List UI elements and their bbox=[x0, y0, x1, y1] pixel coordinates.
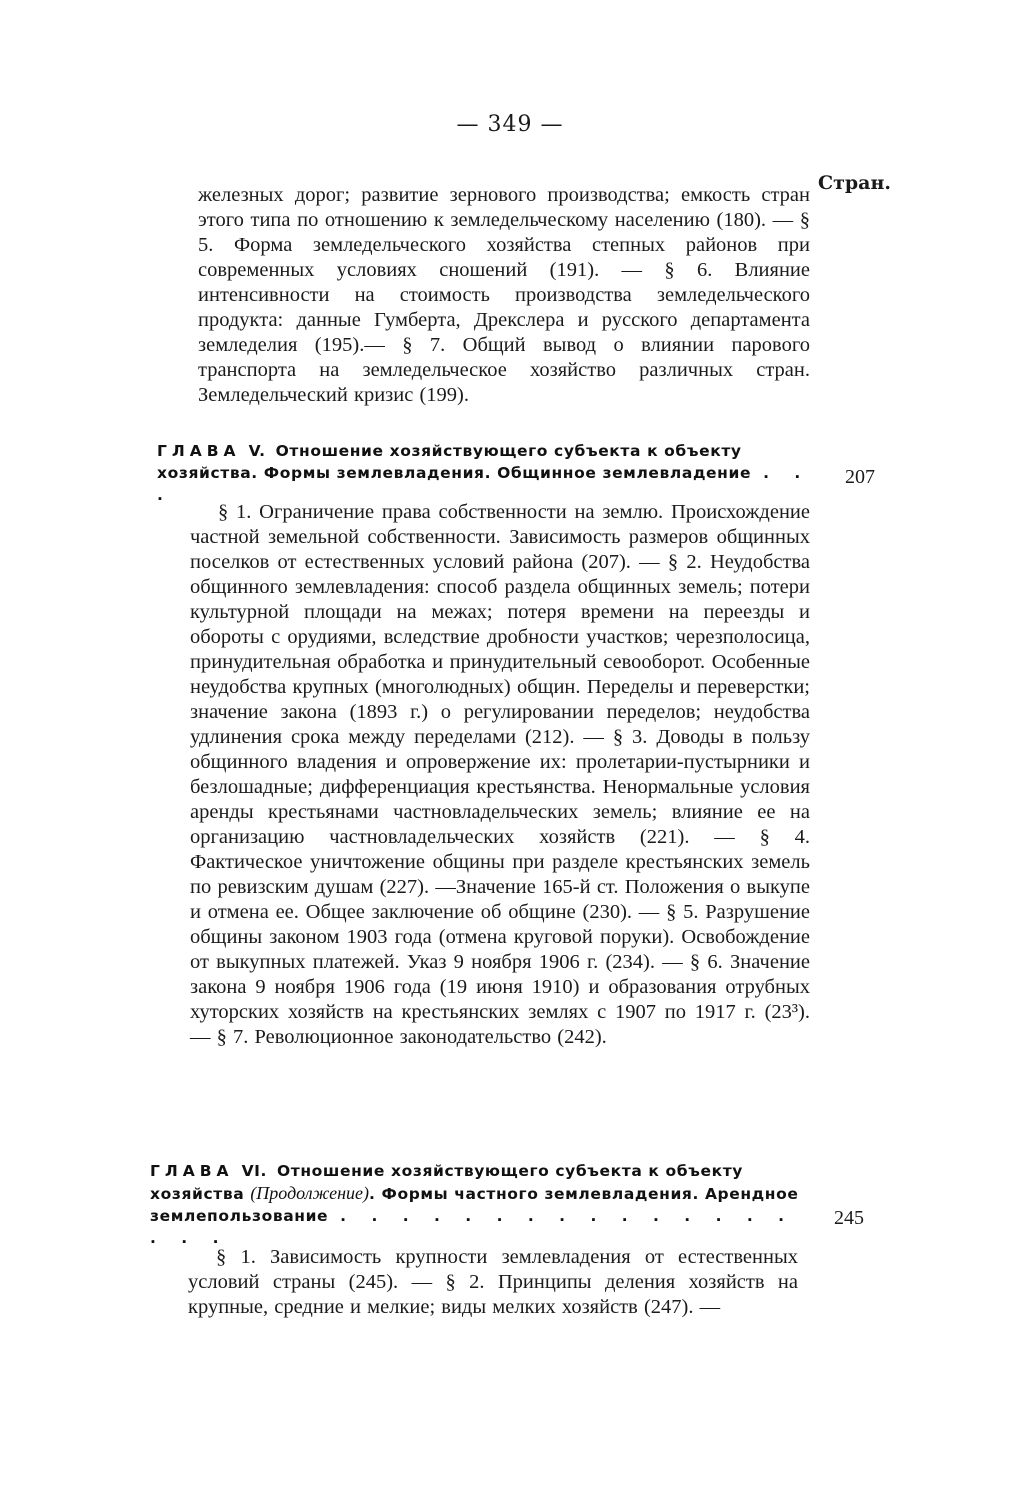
chapter-v-summary: § 1. Ограничение права собственности на землю. Происхождение частной земельной собственности. Зависимость размеров общинных поселков от естественных условий района (207). — § 2. Неудобства общинного землевладения: способ раздела общинных земель; потери культурной площади на межах; потеря времени на переезды и обороты с орудиями, вследствие дробности участков; черезполосица, принудительная обработка и принудительный севооборот. Особенные неудобства крупных (многолюдных) общин. Переделы и переверстки; значение закона (1893 г.) о регулировании переделов; неудобства удлинения срока между переделами (212). — § 3. Доводы в пользу общинного владения и опровержение их: пролетарии-пустырники и безлошадные; дифференциация крестьянства. Ненормальные условия аренды крестьянами частновладельческих земель; влияние ее на организацию частновладельческих хозяйств (221). — § 4. Фактическое уничтожение общины при разделе крестьянских земель по ревизским душам (227). —Значение 165-й ст. Положения о выкупе и отмена ее. Общее заключение об общине (230). — § 5. Разрушение общины законом 1903 года (отмена круговой поруки). Освобождение от выкупных платежей. Указ 9 ноября 1906 г. (234). — § 6. Значение закона 9 ноября 1906 года (19 июня 1910) и образования отрубных хуторских хозяйств на крестьянских землях с 1907 по 1917 г. (23³). — § 7. Революционное законодательство (242). bbox=[190, 501, 810, 1048]
chapter-label: ГЛАВА bbox=[150, 1162, 234, 1180]
chapter-v-heading bbox=[157, 440, 817, 506]
chapter-title-italic: (Продолжение) bbox=[250, 1183, 369, 1203]
chapter-number: V. bbox=[248, 442, 266, 460]
chapter-v-page: 207 bbox=[845, 466, 875, 488]
chapter-label: ГЛАВА bbox=[157, 442, 241, 460]
chapter-vi-page: 245 bbox=[834, 1207, 864, 1229]
page-number: — 349 — bbox=[456, 112, 564, 137]
dot-leaders: . . . bbox=[157, 464, 811, 504]
chapter-vi-heading bbox=[150, 1160, 810, 1249]
chapter-number: VI. bbox=[241, 1162, 268, 1180]
chapter-title-tail: . Формы частного землевладения. Арендное землепользование bbox=[150, 1185, 799, 1225]
chapter-iv-continuation: железных дорог; развитие зернового производства; емкость стран этого типа по отношению к земледельческому населению (180). — § 5. Форма земледельческого хозяйства степных районов при современных условиях сношений (191). — § 6. Влияние интенсивности на стоимость производства земледельческого продукта: данные Гумберта, Дрекслера и русского департамента земледелия (195).— § 7. Общий вывод о влиянии парового транспорта на земледельческое хозяйство различных стран. Земледельческий кризис (199). bbox=[198, 184, 810, 406]
dot-leaders: . . . . . . . . . . . . . . . . . . bbox=[150, 1207, 795, 1247]
chapter-title: Отношение хозяйствующего субъекта к объекту хозяйства. Формы землевладения. Общинное землевладение bbox=[157, 442, 752, 482]
chapter-title: Отношение хозяйствующего субъекта к объекту хозяйства bbox=[150, 1162, 743, 1203]
chapter-vi-summary: § 1. Зависимость крупности землевладения от естественных условий страны (245). — § 2. Принципы деления хозяйств на крупные, средние и мелкие; виды мелких хозяйств (247). — bbox=[188, 1246, 798, 1318]
column-label-pages: Стран. bbox=[818, 172, 892, 194]
